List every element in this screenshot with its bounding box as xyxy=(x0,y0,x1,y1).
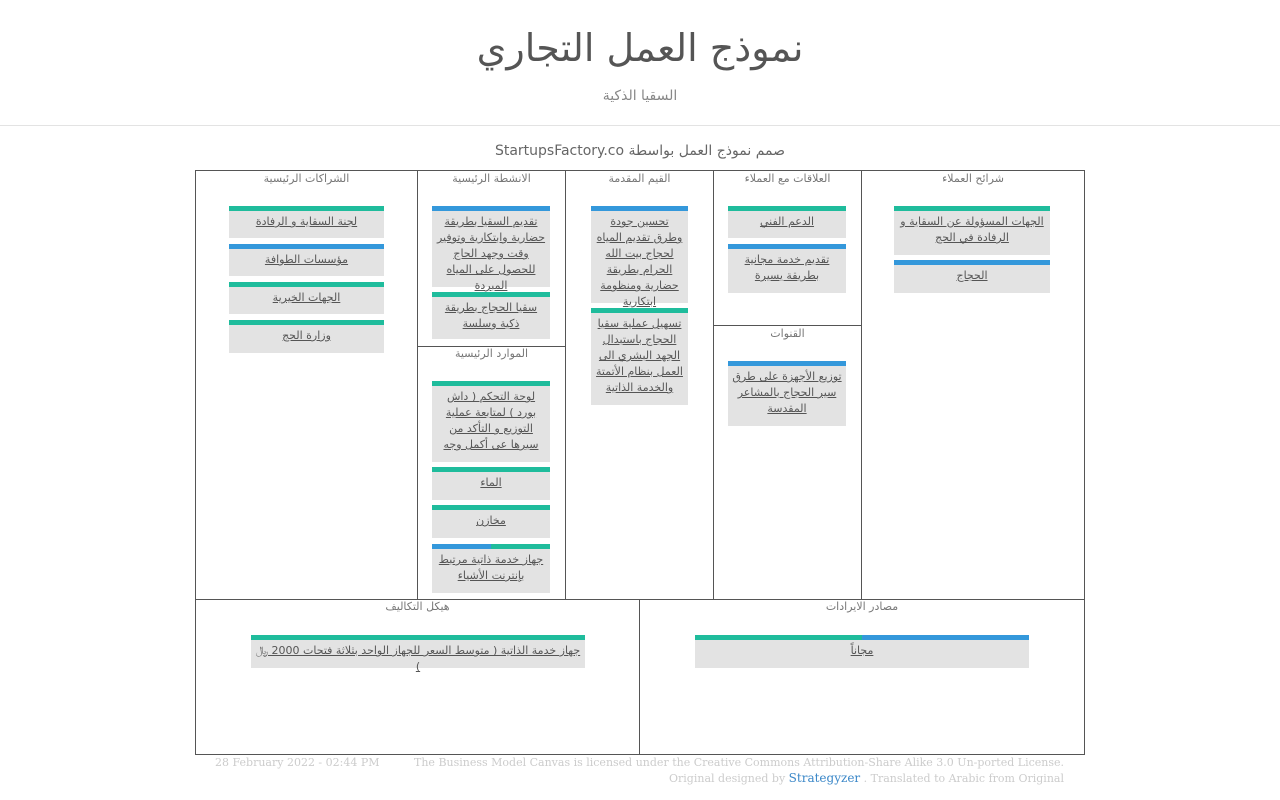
note-text: مجاناً xyxy=(850,644,874,657)
note-color-bar xyxy=(591,308,688,313)
note-color-bar xyxy=(728,206,846,211)
cell-cost-structure xyxy=(196,599,640,754)
note-text: مؤسسات الطوافة xyxy=(264,253,349,266)
designed-by-label: صمم نموذج العمل بواسطة StartupsFactory.co xyxy=(494,143,786,159)
note-card[interactable] xyxy=(432,206,550,292)
cell-title-cost-structure: هيكل التكاليف xyxy=(385,600,450,613)
note-text: تقديم السقيا بطريقة حضارية وابتكارية وتوفير وقت وجهد الحاج للحصول على المياه المبردة xyxy=(436,215,546,292)
note-card[interactable] xyxy=(432,467,550,500)
note-card[interactable] xyxy=(229,244,384,276)
note-color-bar xyxy=(894,260,1050,265)
note-text: مخازن xyxy=(476,514,506,527)
note-card[interactable] xyxy=(251,635,585,673)
note-card[interactable] xyxy=(728,244,846,293)
note-text: تحسين جودة وطرق تقديم المياه لحجاج بيت الله الحرام بطريقة حضارية ومنظومة ابتكارية xyxy=(596,215,683,308)
note-color-bar xyxy=(728,361,846,366)
note-card[interactable] xyxy=(728,361,846,426)
note-card[interactable] xyxy=(229,206,384,238)
footer-original-prefix: Original designed by xyxy=(669,772,786,785)
note-text: وزارة الحج xyxy=(282,329,331,342)
cell-title-key-partners: الشراكات الرئيسية xyxy=(263,172,350,185)
footer-license: The Business Model Canvas is licensed under the Creative Commons Attribution-Share Alike 3.0 Un-ported License. xyxy=(414,756,1064,769)
note-color-bar xyxy=(491,544,550,549)
note-color-bar xyxy=(229,320,384,325)
footer-original-suffix: . Translated to Arabic from Original xyxy=(863,772,1064,785)
note-color-bar xyxy=(728,244,846,249)
note-color-bar xyxy=(591,206,688,211)
business-model-canvas xyxy=(195,170,1085,755)
page-title: نموذج العمل التجاري xyxy=(476,26,804,70)
note-card[interactable] xyxy=(432,505,550,538)
note-card[interactable] xyxy=(894,206,1050,255)
note-text: الجهات المسؤولة عن السقاية و الرفادة في الحج xyxy=(900,215,1044,244)
note-text: الماء xyxy=(480,476,502,489)
note-text: الجهات الخيرية xyxy=(272,291,341,304)
cell-title-customer-segments: شرائح العملاء xyxy=(942,172,1004,185)
cell-value-propositions xyxy=(566,171,714,599)
cell-customer-relationships xyxy=(714,171,862,326)
note-card[interactable] xyxy=(695,635,1029,668)
note-text: تسهيل عملية سقيا الحجاج باستبدال الجهد البشري الى العمل بنظام الأتمتة والخدمة الذاتية xyxy=(596,317,683,394)
cell-key-partners xyxy=(196,171,418,599)
note-card[interactable] xyxy=(229,282,384,314)
cell-title-key-resources: الموارد الرئيسية xyxy=(454,347,529,360)
note-card[interactable] xyxy=(894,260,1050,293)
note-color-bar xyxy=(894,206,1050,211)
note-card[interactable] xyxy=(728,206,846,238)
cell-channels xyxy=(714,326,862,599)
cell-title-channels: القنوات xyxy=(770,327,805,340)
note-card[interactable] xyxy=(432,292,550,339)
cell-revenue-streams xyxy=(640,599,1084,754)
cell-key-resources xyxy=(418,347,566,599)
note-card[interactable] xyxy=(591,206,688,308)
note-card[interactable] xyxy=(591,308,688,405)
cell-customer-segments xyxy=(862,171,1084,599)
cell-title-revenue-streams: مصادر الايرادات xyxy=(825,600,899,613)
footer-date: 28 February 2022 - 02:44 PM xyxy=(215,756,380,769)
note-color-bar xyxy=(251,635,585,640)
note-color-bar xyxy=(229,206,384,211)
note-card[interactable] xyxy=(229,320,384,353)
note-color-bar xyxy=(862,635,1029,640)
note-text: توزيع الأجهزة على طرق سير الحجاج بالمشاعر المقدسة xyxy=(732,370,842,415)
cell-title-customer-relationships: العلاقات مع العملاء xyxy=(744,172,831,185)
note-text: الحجاج xyxy=(956,269,988,282)
footer-original xyxy=(669,771,1064,785)
strategyzer-link[interactable]: Strategyzer xyxy=(788,771,861,785)
note-text: لوحة التحكم ( داش بورد ) لمتابعة عملية التوزيع و التأكد من سيرها عى أكمل وجه xyxy=(443,390,539,451)
note-color-bar xyxy=(229,282,384,287)
note-text: جهاز خدمة ذاتية مرتبط بإنترنت الأشياء xyxy=(438,553,544,582)
note-card[interactable] xyxy=(432,381,550,462)
cell-title-value-propositions: القيم المقدمة xyxy=(608,172,671,185)
note-text: سقيا الحجاج بطريقة ذكية وسلسة xyxy=(444,301,538,330)
note-text: جهاز خدمة الذاتية ( متوسط السعر للجهاز الواحد بثلاثة فتحات 2000 ﷼ ) xyxy=(255,644,581,673)
note-color-bar xyxy=(432,467,550,472)
note-text: الدعم الفني xyxy=(759,215,815,228)
cell-title-key-activities: الانشطة الرئيسية xyxy=(452,172,531,185)
note-color-bar xyxy=(229,244,384,249)
note-color-bar xyxy=(432,544,491,549)
note-text: لجنة السقاية و الرفادة xyxy=(255,215,358,228)
note-color-bar xyxy=(432,505,550,510)
note-color-bar xyxy=(432,381,550,386)
note-text: تقديم خدمة مجانية بطريقة يسيرة xyxy=(744,253,830,282)
note-color-bar xyxy=(432,206,550,211)
page-header xyxy=(0,0,1280,126)
page-subtitle: السقيا الذكية xyxy=(602,88,678,104)
cell-key-activities xyxy=(418,171,566,347)
note-card[interactable] xyxy=(432,544,550,593)
note-color-bar xyxy=(695,635,862,640)
note-color-bar xyxy=(432,292,550,297)
